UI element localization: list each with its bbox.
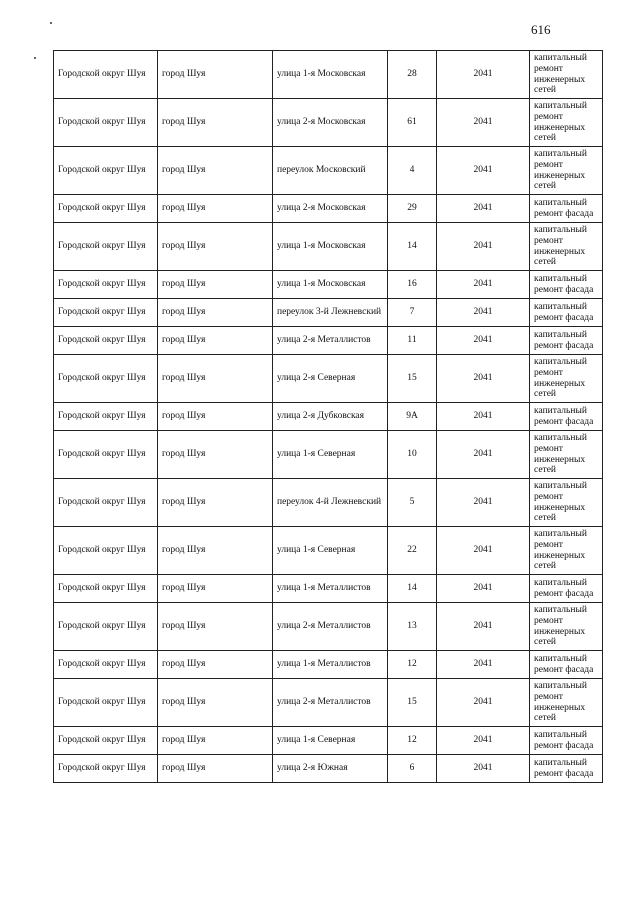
house-number-cell: 14 (388, 223, 437, 271)
house-number-cell: 6 (388, 755, 437, 783)
municipal-district-cell: Городской округ Шуя (54, 603, 158, 651)
repair-type-cell: капитальный ремонт фасада (530, 755, 603, 783)
city-cell: город Шуя (158, 575, 273, 603)
city-cell: город Шуя (158, 223, 273, 271)
table-row (54, 99, 603, 147)
house-number-cell: 4 (388, 147, 437, 195)
house-number-cell: 7 (388, 299, 437, 327)
table-row (54, 479, 603, 527)
table-row (54, 527, 603, 575)
street-cell: улица 1-я Московская (273, 51, 388, 99)
street-cell: переулок 4-й Лежневский (273, 479, 388, 527)
house-number-cell: 9А (388, 403, 437, 431)
repair-type-cell: капитальный ремонт инженерных сетей (530, 99, 603, 147)
municipal-district-cell: Городской округ Шуя (54, 327, 158, 355)
repair-type-cell: капитальный ремонт инженерных сетей (530, 147, 603, 195)
repair-type-cell: капитальный ремонт фасада (530, 327, 603, 355)
table-row (54, 651, 603, 679)
municipal-district-cell: Городской округ Шуя (54, 403, 158, 431)
repair-type-cell: капитальный ремонт фасада (530, 271, 603, 299)
repair-year-cell: 2041 (437, 727, 530, 755)
table-row (54, 403, 603, 431)
table-row (54, 431, 603, 479)
repair-year-cell: 2041 (437, 679, 530, 727)
street-cell: улица 2-я Южная (273, 755, 388, 783)
house-number-cell: 29 (388, 195, 437, 223)
repair-year-cell: 2041 (437, 603, 530, 651)
municipal-district-cell: Городской округ Шуя (54, 355, 158, 403)
repair-year-cell: 2041 (437, 479, 530, 527)
street-cell: улица 1-я Северная (273, 527, 388, 575)
repair-year-cell: 2041 (437, 527, 530, 575)
municipal-district-cell: Городской округ Шуя (54, 223, 158, 271)
house-number-cell: 11 (388, 327, 437, 355)
table-row (54, 147, 603, 195)
repair-year-cell: 2041 (437, 327, 530, 355)
street-cell: улица 2-я Дубковская (273, 403, 388, 431)
city-cell: город Шуя (158, 479, 273, 527)
city-cell: город Шуя (158, 651, 273, 679)
municipal-district-cell: Городской округ Шуя (54, 479, 158, 527)
house-number-cell: 13 (388, 603, 437, 651)
street-cell: улица 1-я Металлистов (273, 575, 388, 603)
municipal-district-cell: Городской округ Шуя (54, 755, 158, 783)
house-number-cell: 22 (388, 527, 437, 575)
house-number-cell: 12 (388, 727, 437, 755)
repair-type-cell: капитальный ремонт фасада (530, 403, 603, 431)
table-body (54, 51, 603, 783)
municipal-district-cell: Городской округ Шуя (54, 527, 158, 575)
repair-year-cell: 2041 (437, 99, 530, 147)
city-cell: город Шуя (158, 99, 273, 147)
city-cell: город Шуя (158, 727, 273, 755)
street-cell: улица 1-я Металлистов (273, 651, 388, 679)
repair-year-cell: 2041 (437, 651, 530, 679)
street-cell: улица 2-я Московская (273, 99, 388, 147)
repair-type-cell: капитальный ремонт инженерных сетей (530, 603, 603, 651)
table-row (54, 355, 603, 403)
repair-type-cell: капитальный ремонт инженерных сетей (530, 527, 603, 575)
house-number-cell: 12 (388, 651, 437, 679)
street-cell: улица 2-я Металлистов (273, 327, 388, 355)
house-number-cell: 14 (388, 575, 437, 603)
repair-type-cell: капитальный ремонт инженерных сетей (530, 355, 603, 403)
repair-year-cell: 2041 (437, 355, 530, 403)
city-cell: город Шуя (158, 527, 273, 575)
city-cell: город Шуя (158, 603, 273, 651)
repair-year-cell: 2041 (437, 271, 530, 299)
repair-type-cell: капитальный ремонт инженерных сетей (530, 431, 603, 479)
repair-year-cell: 2041 (437, 51, 530, 99)
municipal-district-cell: Городской округ Шуя (54, 99, 158, 147)
street-cell: улица 2-я Металлистов (273, 679, 388, 727)
table-row (54, 575, 603, 603)
table-row (54, 727, 603, 755)
repair-year-cell: 2041 (437, 403, 530, 431)
city-cell: город Шуя (158, 147, 273, 195)
table-row (54, 679, 603, 727)
house-number-cell: 15 (388, 679, 437, 727)
street-cell: улица 2-я Металлистов (273, 603, 388, 651)
street-cell: улица 2-я Северная (273, 355, 388, 403)
house-number-cell: 5 (388, 479, 437, 527)
repair-year-cell: 2041 (437, 755, 530, 783)
scan-speck (50, 22, 52, 24)
city-cell: город Шуя (158, 355, 273, 403)
municipal-district-cell: Городской округ Шуя (54, 431, 158, 479)
house-number-cell: 28 (388, 51, 437, 99)
house-number-cell: 16 (388, 271, 437, 299)
table-row (54, 299, 603, 327)
house-number-cell: 61 (388, 99, 437, 147)
municipal-district-cell: Городской округ Шуя (54, 147, 158, 195)
repair-type-cell: капитальный ремонт инженерных сетей (530, 479, 603, 527)
table-row (54, 51, 603, 99)
repair-type-cell: капитальный ремонт фасада (530, 195, 603, 223)
housing-repair-table (53, 50, 603, 783)
repair-year-cell: 2041 (437, 431, 530, 479)
page-number: 616 (531, 22, 551, 37)
street-cell: переулок 3-й Лежневский (273, 299, 388, 327)
street-cell: улица 1-я Северная (273, 727, 388, 755)
scan-speck (34, 57, 36, 59)
table-row (54, 603, 603, 651)
repair-type-cell: капитальный ремонт фасада (530, 299, 603, 327)
repair-type-cell: капитальный ремонт инженерных сетей (530, 223, 603, 271)
city-cell: город Шуя (158, 327, 273, 355)
city-cell: город Шуя (158, 271, 273, 299)
street-cell: улица 1-я Московская (273, 271, 388, 299)
table-row (54, 271, 603, 299)
municipal-district-cell: Городской округ Шуя (54, 651, 158, 679)
municipal-district-cell: Городской округ Шуя (54, 727, 158, 755)
street-cell: улица 1-я Московская (273, 223, 388, 271)
street-cell: улица 1-я Северная (273, 431, 388, 479)
city-cell: город Шуя (158, 195, 273, 223)
repair-year-cell: 2041 (437, 147, 530, 195)
street-cell: переулок Московский (273, 147, 388, 195)
house-number-cell: 15 (388, 355, 437, 403)
repair-type-cell: капитальный ремонт фасада (530, 575, 603, 603)
repair-year-cell: 2041 (437, 299, 530, 327)
repair-type-cell: капитальный ремонт инженерных сетей (530, 51, 603, 99)
table-row (54, 195, 603, 223)
repair-type-cell: капитальный ремонт фасада (530, 651, 603, 679)
city-cell: город Шуя (158, 299, 273, 327)
municipal-district-cell: Городской округ Шуя (54, 299, 158, 327)
city-cell: город Шуя (158, 755, 273, 783)
table-row (54, 755, 603, 783)
city-cell: город Шуя (158, 403, 273, 431)
municipal-district-cell: Городской округ Шуя (54, 679, 158, 727)
street-cell: улица 2-я Московская (273, 195, 388, 223)
municipal-district-cell: Городской округ Шуя (54, 51, 158, 99)
city-cell: город Шуя (158, 51, 273, 99)
city-cell: город Шуя (158, 679, 273, 727)
repair-year-cell: 2041 (437, 195, 530, 223)
table-row (54, 223, 603, 271)
table-row (54, 327, 603, 355)
municipal-district-cell: Городской округ Шуя (54, 195, 158, 223)
repair-type-cell: капитальный ремонт инженерных сетей (530, 679, 603, 727)
city-cell: город Шуя (158, 431, 273, 479)
house-number-cell: 10 (388, 431, 437, 479)
repair-type-cell: капитальный ремонт фасада (530, 727, 603, 755)
municipal-district-cell: Городской округ Шуя (54, 575, 158, 603)
repair-year-cell: 2041 (437, 575, 530, 603)
repair-year-cell: 2041 (437, 223, 530, 271)
municipal-district-cell: Городской округ Шуя (54, 271, 158, 299)
